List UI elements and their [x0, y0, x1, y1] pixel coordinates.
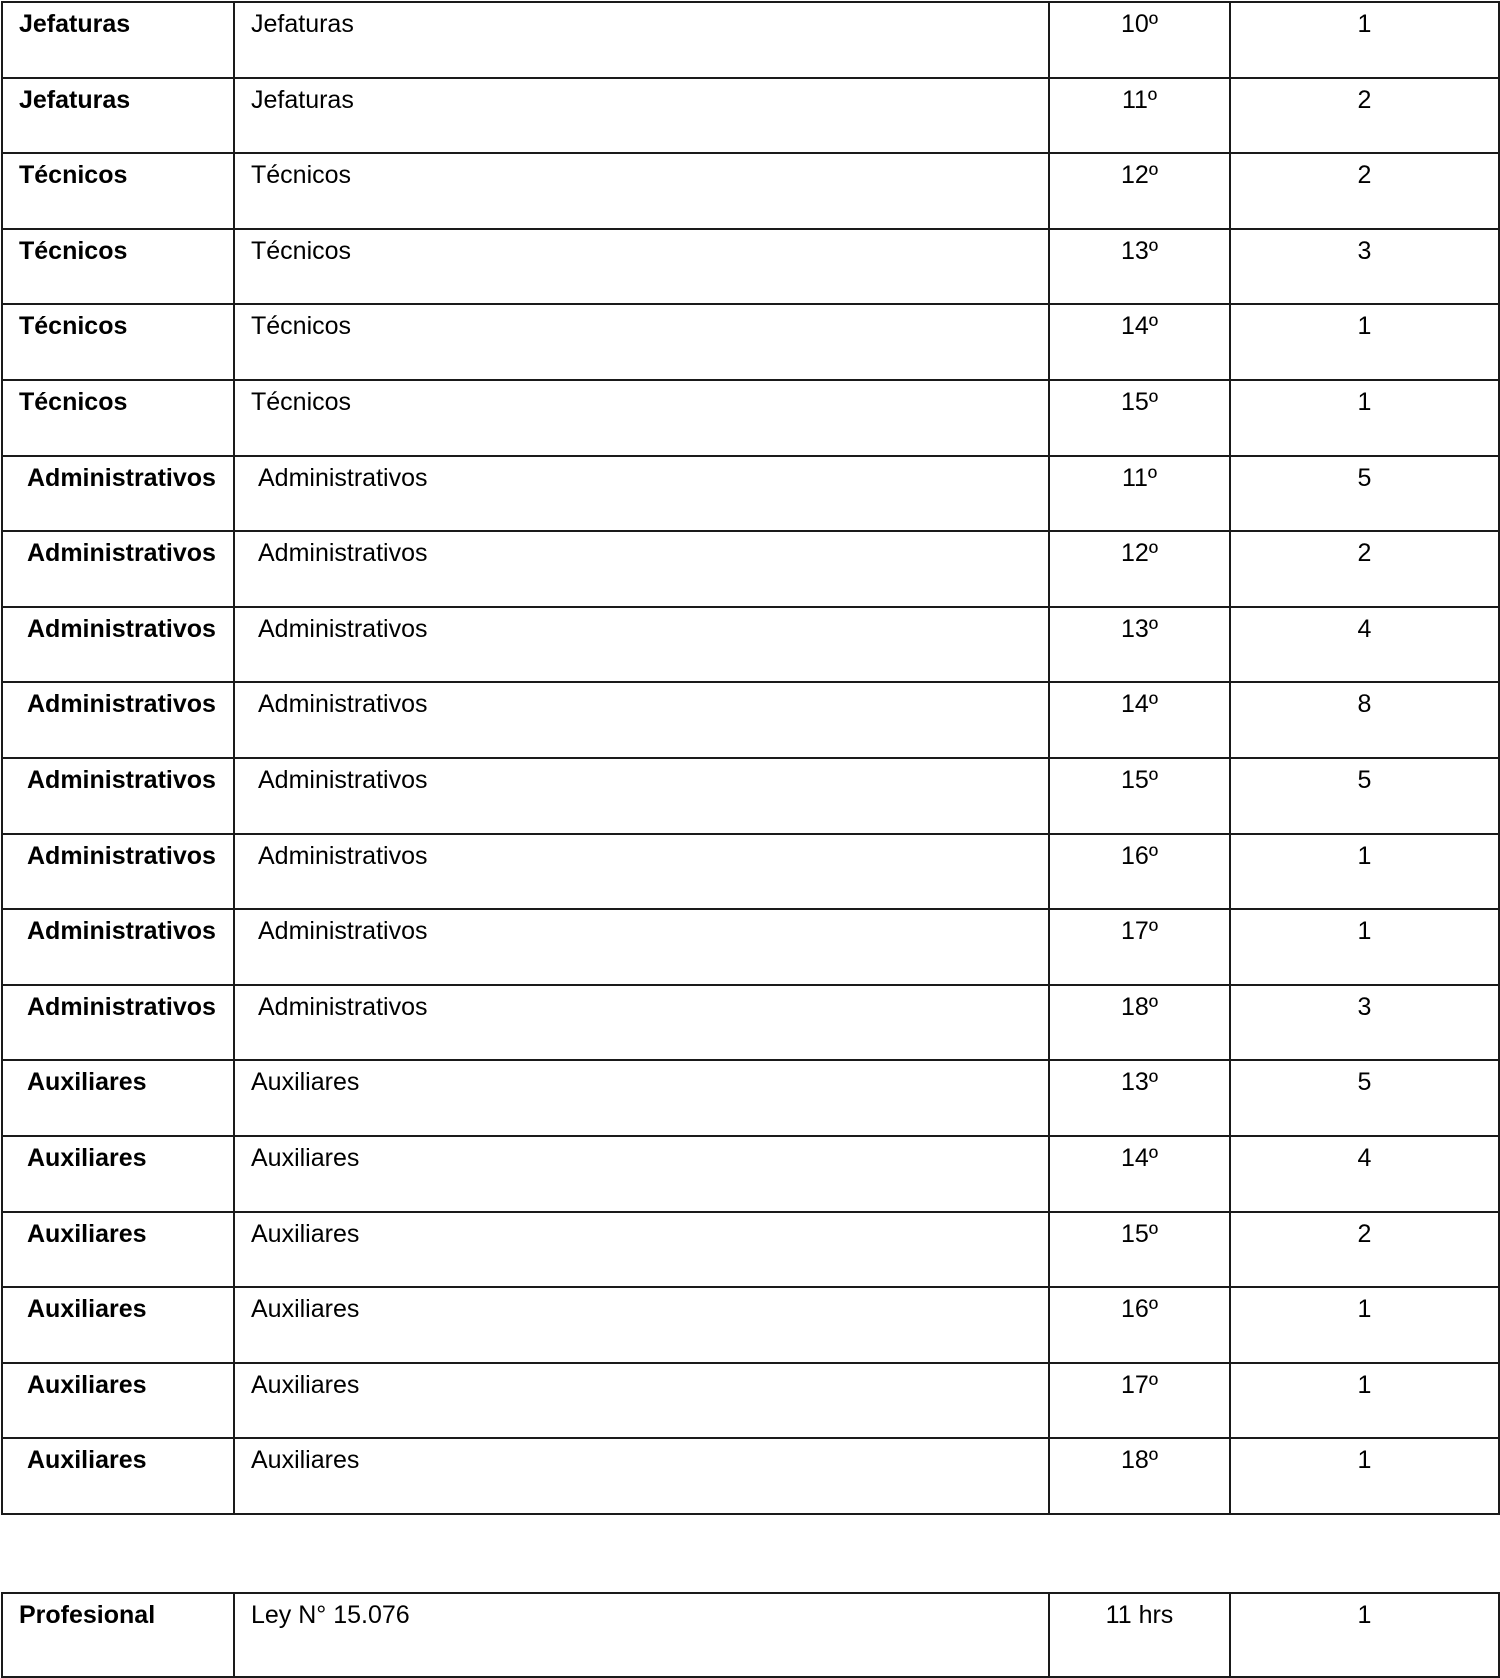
category-text: Administrativos — [27, 539, 216, 568]
table-row — [2, 758, 1499, 834]
category-cell — [2, 229, 234, 305]
table-row — [2, 682, 1499, 758]
category-text: Técnicos — [19, 312, 128, 341]
description-cell — [234, 456, 1049, 532]
table-row — [2, 607, 1499, 683]
table-row — [2, 531, 1499, 607]
category-cell — [2, 1438, 234, 1514]
table-row — [2, 1060, 1499, 1136]
grade-cell — [1049, 1363, 1230, 1439]
description-text: Auxiliares — [251, 1143, 360, 1172]
grade-cell — [1049, 682, 1230, 758]
grade-cell — [1049, 834, 1230, 910]
category-cell — [2, 1363, 234, 1439]
grade-text: 13º — [1121, 614, 1158, 643]
count-text: 5 — [1357, 765, 1372, 794]
count-text: 8 — [1357, 690, 1372, 719]
category-cell — [2, 380, 234, 456]
description-text: Técnicos — [251, 312, 352, 341]
category-cell — [2, 1136, 234, 1212]
table-row — [2, 1593, 1499, 1677]
count-cell — [1230, 229, 1499, 305]
description-cell — [234, 1363, 1049, 1439]
category-text: Profesional — [19, 1601, 156, 1629]
category-cell — [2, 1060, 234, 1136]
count-cell — [1230, 1593, 1499, 1677]
category-cell — [2, 1593, 234, 1677]
table-row — [2, 380, 1499, 456]
description-text: Técnicos — [251, 236, 352, 265]
table-row — [2, 834, 1499, 910]
category-text: Jefaturas — [19, 85, 131, 114]
description-cell — [234, 304, 1049, 380]
count-text: 2 — [1357, 161, 1372, 190]
count-text: 1 — [1357, 312, 1372, 341]
count-cell — [1230, 909, 1499, 985]
count-text: 1 — [1357, 10, 1372, 38]
grade-cell — [1049, 607, 1230, 683]
category-text: Auxiliares — [27, 1370, 147, 1399]
grade-cell — [1049, 531, 1230, 607]
table-row — [2, 2, 1499, 78]
category-text: Administrativos — [27, 614, 216, 643]
description-cell — [234, 153, 1049, 229]
category-cell — [2, 682, 234, 758]
grade-cell — [1049, 909, 1230, 985]
category-text: Auxiliares — [27, 1068, 147, 1097]
description-text: Administrativos — [258, 917, 428, 946]
grade-cell — [1049, 985, 1230, 1061]
category-text: Auxiliares — [27, 1219, 147, 1248]
category-text: Jefaturas — [19, 10, 131, 38]
staff-grade-table — [1, 1, 1500, 1515]
description-cell — [234, 1438, 1049, 1514]
description-cell — [234, 682, 1049, 758]
description-cell — [234, 1212, 1049, 1288]
grade-cell — [1049, 1593, 1230, 1677]
count-text: 3 — [1357, 992, 1372, 1021]
grade-cell — [1049, 456, 1230, 532]
grade-text: 13º — [1121, 236, 1158, 265]
description-text: Auxiliares — [251, 1446, 360, 1475]
grade-text: 12º — [1121, 161, 1158, 190]
table-row — [2, 456, 1499, 532]
count-cell — [1230, 2, 1499, 78]
grade-text: 16º — [1121, 841, 1158, 870]
category-cell — [2, 985, 234, 1061]
grade-text: 17º — [1121, 1370, 1158, 1399]
grade-cell — [1049, 1060, 1230, 1136]
grade-cell — [1049, 2, 1230, 78]
table-row — [2, 304, 1499, 380]
count-text: 2 — [1357, 539, 1372, 568]
grade-cell — [1049, 1212, 1230, 1288]
grade-text: 10º — [1121, 10, 1158, 38]
count-cell — [1230, 758, 1499, 834]
description-text: Auxiliares — [251, 1219, 360, 1248]
count-text: 2 — [1357, 1219, 1372, 1248]
grade-cell — [1049, 229, 1230, 305]
count-text: 1 — [1357, 1446, 1372, 1475]
table-row — [2, 1438, 1499, 1514]
category-text: Administrativos — [27, 917, 216, 946]
count-cell — [1230, 1363, 1499, 1439]
description-text: Auxiliares — [251, 1295, 360, 1324]
description-cell — [234, 1287, 1049, 1363]
count-cell — [1230, 1287, 1499, 1363]
grade-cell — [1049, 758, 1230, 834]
table-row — [2, 1287, 1499, 1363]
description-cell — [234, 834, 1049, 910]
count-text: 1 — [1357, 387, 1372, 416]
grade-cell — [1049, 1438, 1230, 1514]
count-cell — [1230, 1438, 1499, 1514]
grade-text: 18º — [1121, 992, 1158, 1021]
description-cell — [234, 2, 1049, 78]
description-cell — [234, 607, 1049, 683]
count-cell — [1230, 1136, 1499, 1212]
table-row — [2, 1212, 1499, 1288]
category-cell — [2, 531, 234, 607]
count-cell — [1230, 456, 1499, 532]
description-text: Auxiliares — [251, 1068, 360, 1097]
category-cell — [2, 909, 234, 985]
category-text: Técnicos — [19, 161, 128, 190]
grade-text: 15º — [1121, 765, 1158, 794]
description-cell — [234, 229, 1049, 305]
category-text: Auxiliares — [27, 1143, 147, 1172]
grade-cell — [1049, 78, 1230, 154]
count-cell — [1230, 834, 1499, 910]
professional-table — [1, 1592, 1500, 1678]
description-text: Administrativos — [258, 463, 428, 492]
grade-text: 14º — [1121, 1143, 1158, 1172]
category-cell — [2, 834, 234, 910]
grade-text: 12º — [1121, 539, 1158, 568]
count-text: 5 — [1357, 1068, 1372, 1097]
description-cell — [234, 985, 1049, 1061]
grade-text: 11º — [1121, 85, 1158, 114]
category-cell — [2, 2, 234, 78]
description-text: Jefaturas — [251, 85, 354, 114]
count-cell — [1230, 78, 1499, 154]
grade-text: 11º — [1121, 463, 1158, 492]
count-text: 1 — [1357, 917, 1372, 946]
table-row — [2, 1136, 1499, 1212]
grade-text: 16º — [1121, 1295, 1158, 1324]
description-text: Técnicos — [251, 387, 352, 416]
count-text: 1 — [1357, 1370, 1372, 1399]
category-cell — [2, 153, 234, 229]
category-text: Técnicos — [19, 236, 128, 265]
category-cell — [2, 456, 234, 532]
category-text: Administrativos — [27, 992, 216, 1021]
staff-grade-table-body — [2, 2, 1499, 1514]
description-text: Jefaturas — [251, 10, 354, 38]
description-text: Administrativos — [258, 539, 428, 568]
table-row — [2, 985, 1499, 1061]
description-cell — [234, 1060, 1049, 1136]
count-cell — [1230, 380, 1499, 456]
description-text: Técnicos — [251, 161, 352, 190]
grade-text: 11 hrs — [1105, 1601, 1174, 1629]
category-text: Técnicos — [19, 387, 128, 416]
description-text: Administrativos — [258, 765, 428, 794]
description-text: Auxiliares — [251, 1370, 360, 1399]
grade-text: 18º — [1121, 1446, 1158, 1475]
category-cell — [2, 1212, 234, 1288]
table-row — [2, 909, 1499, 985]
count-cell — [1230, 607, 1499, 683]
category-cell — [2, 78, 234, 154]
count-cell — [1230, 1060, 1499, 1136]
grade-cell — [1049, 304, 1230, 380]
description-cell — [234, 758, 1049, 834]
description-text: Administrativos — [258, 614, 428, 643]
category-cell — [2, 758, 234, 834]
table-row — [2, 1363, 1499, 1439]
grade-cell — [1049, 1287, 1230, 1363]
category-cell — [2, 304, 234, 380]
count-cell — [1230, 531, 1499, 607]
count-text: 1 — [1357, 1295, 1372, 1324]
category-text: Administrativos — [27, 765, 216, 794]
grade-text: 13º — [1121, 1068, 1158, 1097]
count-cell — [1230, 985, 1499, 1061]
category-cell — [2, 1287, 234, 1363]
count-text: 5 — [1357, 463, 1372, 492]
category-text: Administrativos — [27, 463, 216, 492]
count-cell — [1230, 1212, 1499, 1288]
table-row — [2, 78, 1499, 154]
grade-text: 14º — [1121, 312, 1158, 341]
description-text: Administrativos — [258, 690, 428, 719]
count-text: 1 — [1357, 1601, 1372, 1629]
grade-cell — [1049, 1136, 1230, 1212]
grade-text: 15º — [1121, 1219, 1158, 1248]
count-cell — [1230, 153, 1499, 229]
description-cell — [234, 1593, 1049, 1677]
category-text: Auxiliares — [27, 1295, 147, 1324]
count-cell — [1230, 682, 1499, 758]
category-text: Administrativos — [27, 690, 216, 719]
count-text: 4 — [1357, 614, 1372, 643]
description-text: Ley N° 15.076 — [251, 1601, 410, 1629]
count-text: 3 — [1357, 236, 1372, 265]
description-cell — [234, 531, 1049, 607]
description-cell — [234, 909, 1049, 985]
table-row — [2, 229, 1499, 305]
count-text: 1 — [1357, 841, 1372, 870]
count-text: 2 — [1357, 85, 1372, 114]
grade-text: 17º — [1121, 917, 1158, 946]
count-cell — [1230, 304, 1499, 380]
grade-cell — [1049, 153, 1230, 229]
category-text: Auxiliares — [27, 1446, 147, 1475]
table-row — [2, 153, 1499, 229]
description-cell — [234, 1136, 1049, 1212]
grade-text: 15º — [1121, 387, 1158, 416]
description-cell — [234, 380, 1049, 456]
grade-cell — [1049, 380, 1230, 456]
count-text: 4 — [1357, 1143, 1372, 1172]
category-text: Administrativos — [27, 841, 216, 870]
description-text: Administrativos — [258, 841, 428, 870]
description-text: Administrativos — [258, 992, 428, 1021]
description-cell — [234, 78, 1049, 154]
category-cell — [2, 607, 234, 683]
grade-text: 14º — [1121, 690, 1158, 719]
